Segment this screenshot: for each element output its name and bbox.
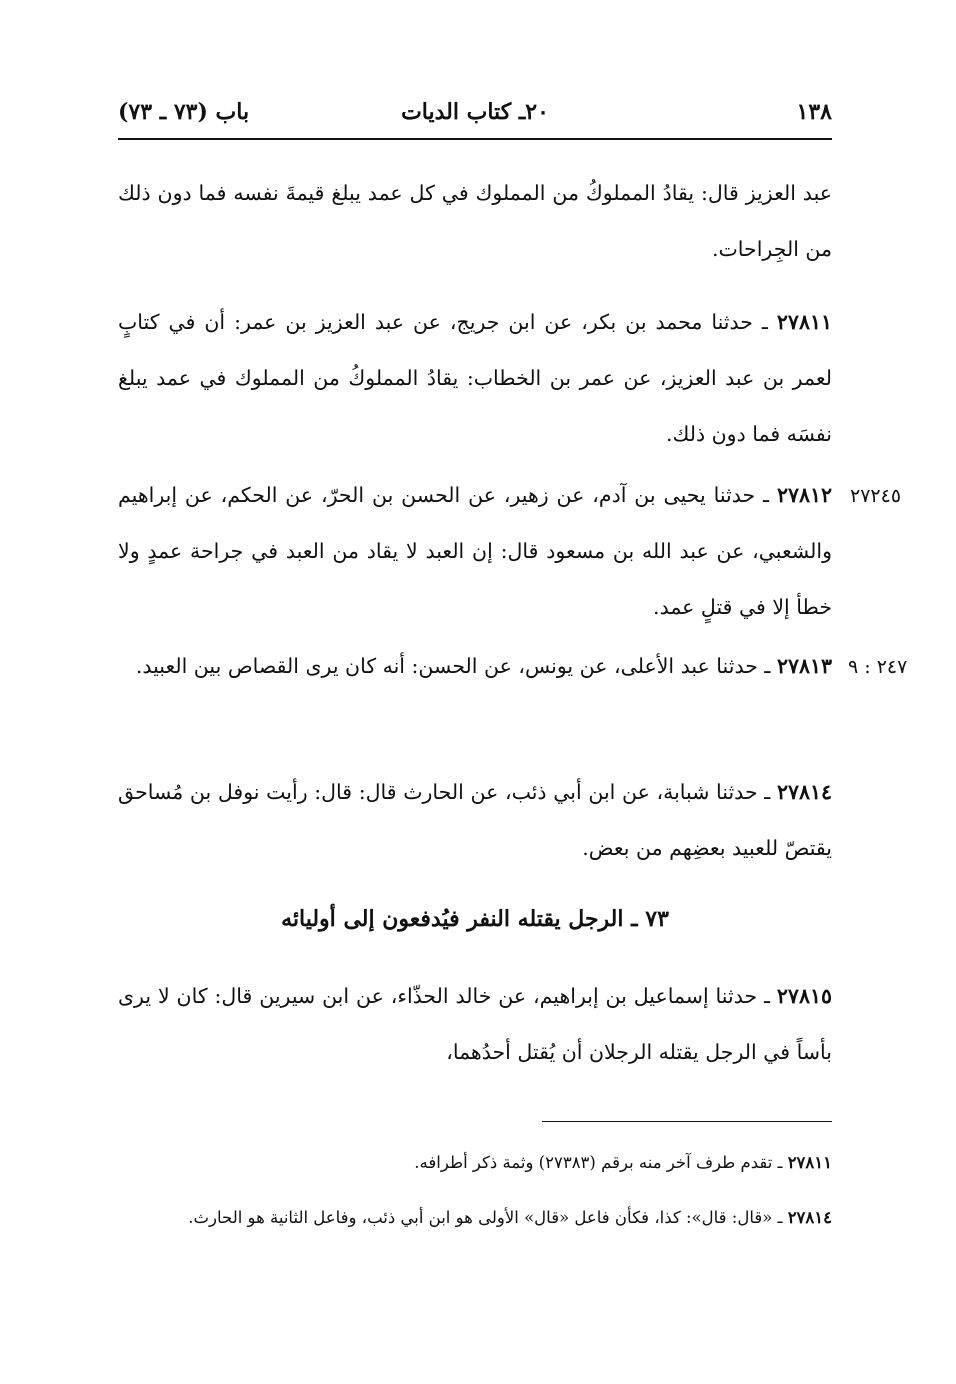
paragraph-text: عبد العزيز قال: يقادُ المملوكُ من المملوك في كل عمد يبلغ قيمةَ نفسه فما دون ذلك من الجِراحات. xyxy=(118,181,832,261)
page-number: ١٣٨ xyxy=(796,99,832,125)
hadith-number: ٢٧٨١٤ xyxy=(776,780,832,804)
hadith-text: ـ حدثنا إسماعيل بن إبراهيم، عن خالد الحذّاء، عن ابن سيرين قال: كان لا يرى بأساً في الرجل يقتله الرجلان أن يُقتل أحدُهما، xyxy=(118,984,832,1064)
margin-reference-27812: ٢٧٢٤٥ xyxy=(850,485,902,507)
hadith-27814 xyxy=(118,764,832,876)
hadith-27813 xyxy=(118,638,832,694)
footnote-number: ٢٧٨١٤ xyxy=(787,1208,832,1227)
hadith-text: ـ حدثنا يحيى بن آدم، عن زهير، عن الحسن بن الحرّ، عن الحكم، عن إبراهيم والشعبي، عن عبد الله بن مسعود قال: إن العبد لا يقاد من العبد في جراحة عمدٍ ولا خطأ إلا في قتلٍ عمد. xyxy=(118,483,832,619)
hadith-text: ـ حدثنا محمد بن بكر، عن ابن جريج، عن عبد العزيز بن عمر: أن في كتابٍ لعمر بن عبد العزيز، عن عمر بن الخطاب: يقادُ المملوكُ من المملوك في عمد يبلغ نفسَه فما دون ذلك. xyxy=(118,310,832,446)
hadith-27812 xyxy=(118,467,832,635)
section-heading: ٧٣ ـ الرجل يقتله النفر فيُدفعون إلى أوليائه xyxy=(281,906,669,932)
footnote-divider xyxy=(542,1121,832,1122)
hadith-number: ٢٧٨١٥ xyxy=(776,984,832,1008)
hadith-number: ٢٧٨١٣ xyxy=(776,654,832,678)
footnote-text: ـ تقدم طرف آخر منه برقم (٢٧٣٨٣) وثمة ذكر أطرافه. xyxy=(414,1153,783,1172)
hadith-27815 xyxy=(118,968,832,1080)
footnote-27811 xyxy=(118,1141,832,1185)
chapter-range: باب (٧٣ ـ ٧٣) xyxy=(118,99,250,125)
hadith-text: ـ حدثنا عبد الأعلى، عن يونس، عن الحسن: أنه كان يرى القصاص بين العبيد. xyxy=(135,654,771,678)
hadith-number: ٢٧٨١٢ xyxy=(776,483,832,507)
footnote-27814 xyxy=(118,1196,832,1240)
margin-reference-27813: ٢٤٧ : ٩ xyxy=(848,656,908,678)
book-title: ٢٠ـ كتاب الديات xyxy=(401,99,549,125)
header-divider xyxy=(118,138,832,140)
page-header xyxy=(118,92,832,132)
hadith-27811 xyxy=(118,294,832,462)
footnote-text: ـ «قال: قال»: كذا، فكأن فاعل «قال» الأولى هو ابن أبي ذئب، وفاعل الثانية هو الحارث. xyxy=(188,1208,783,1227)
paragraph-continuation xyxy=(118,165,832,277)
hadith-number: ٢٧٨١١ xyxy=(776,310,832,334)
footnote-number: ٢٧٨١١ xyxy=(787,1153,832,1172)
hadith-text: ـ حدثنا شبابة، عن ابن أبي ذئب، عن الحارث قال: قال: رأيت نوفل بن مُساحق يقتصّ للعبيد بعضِهم من بعض. xyxy=(118,780,832,860)
